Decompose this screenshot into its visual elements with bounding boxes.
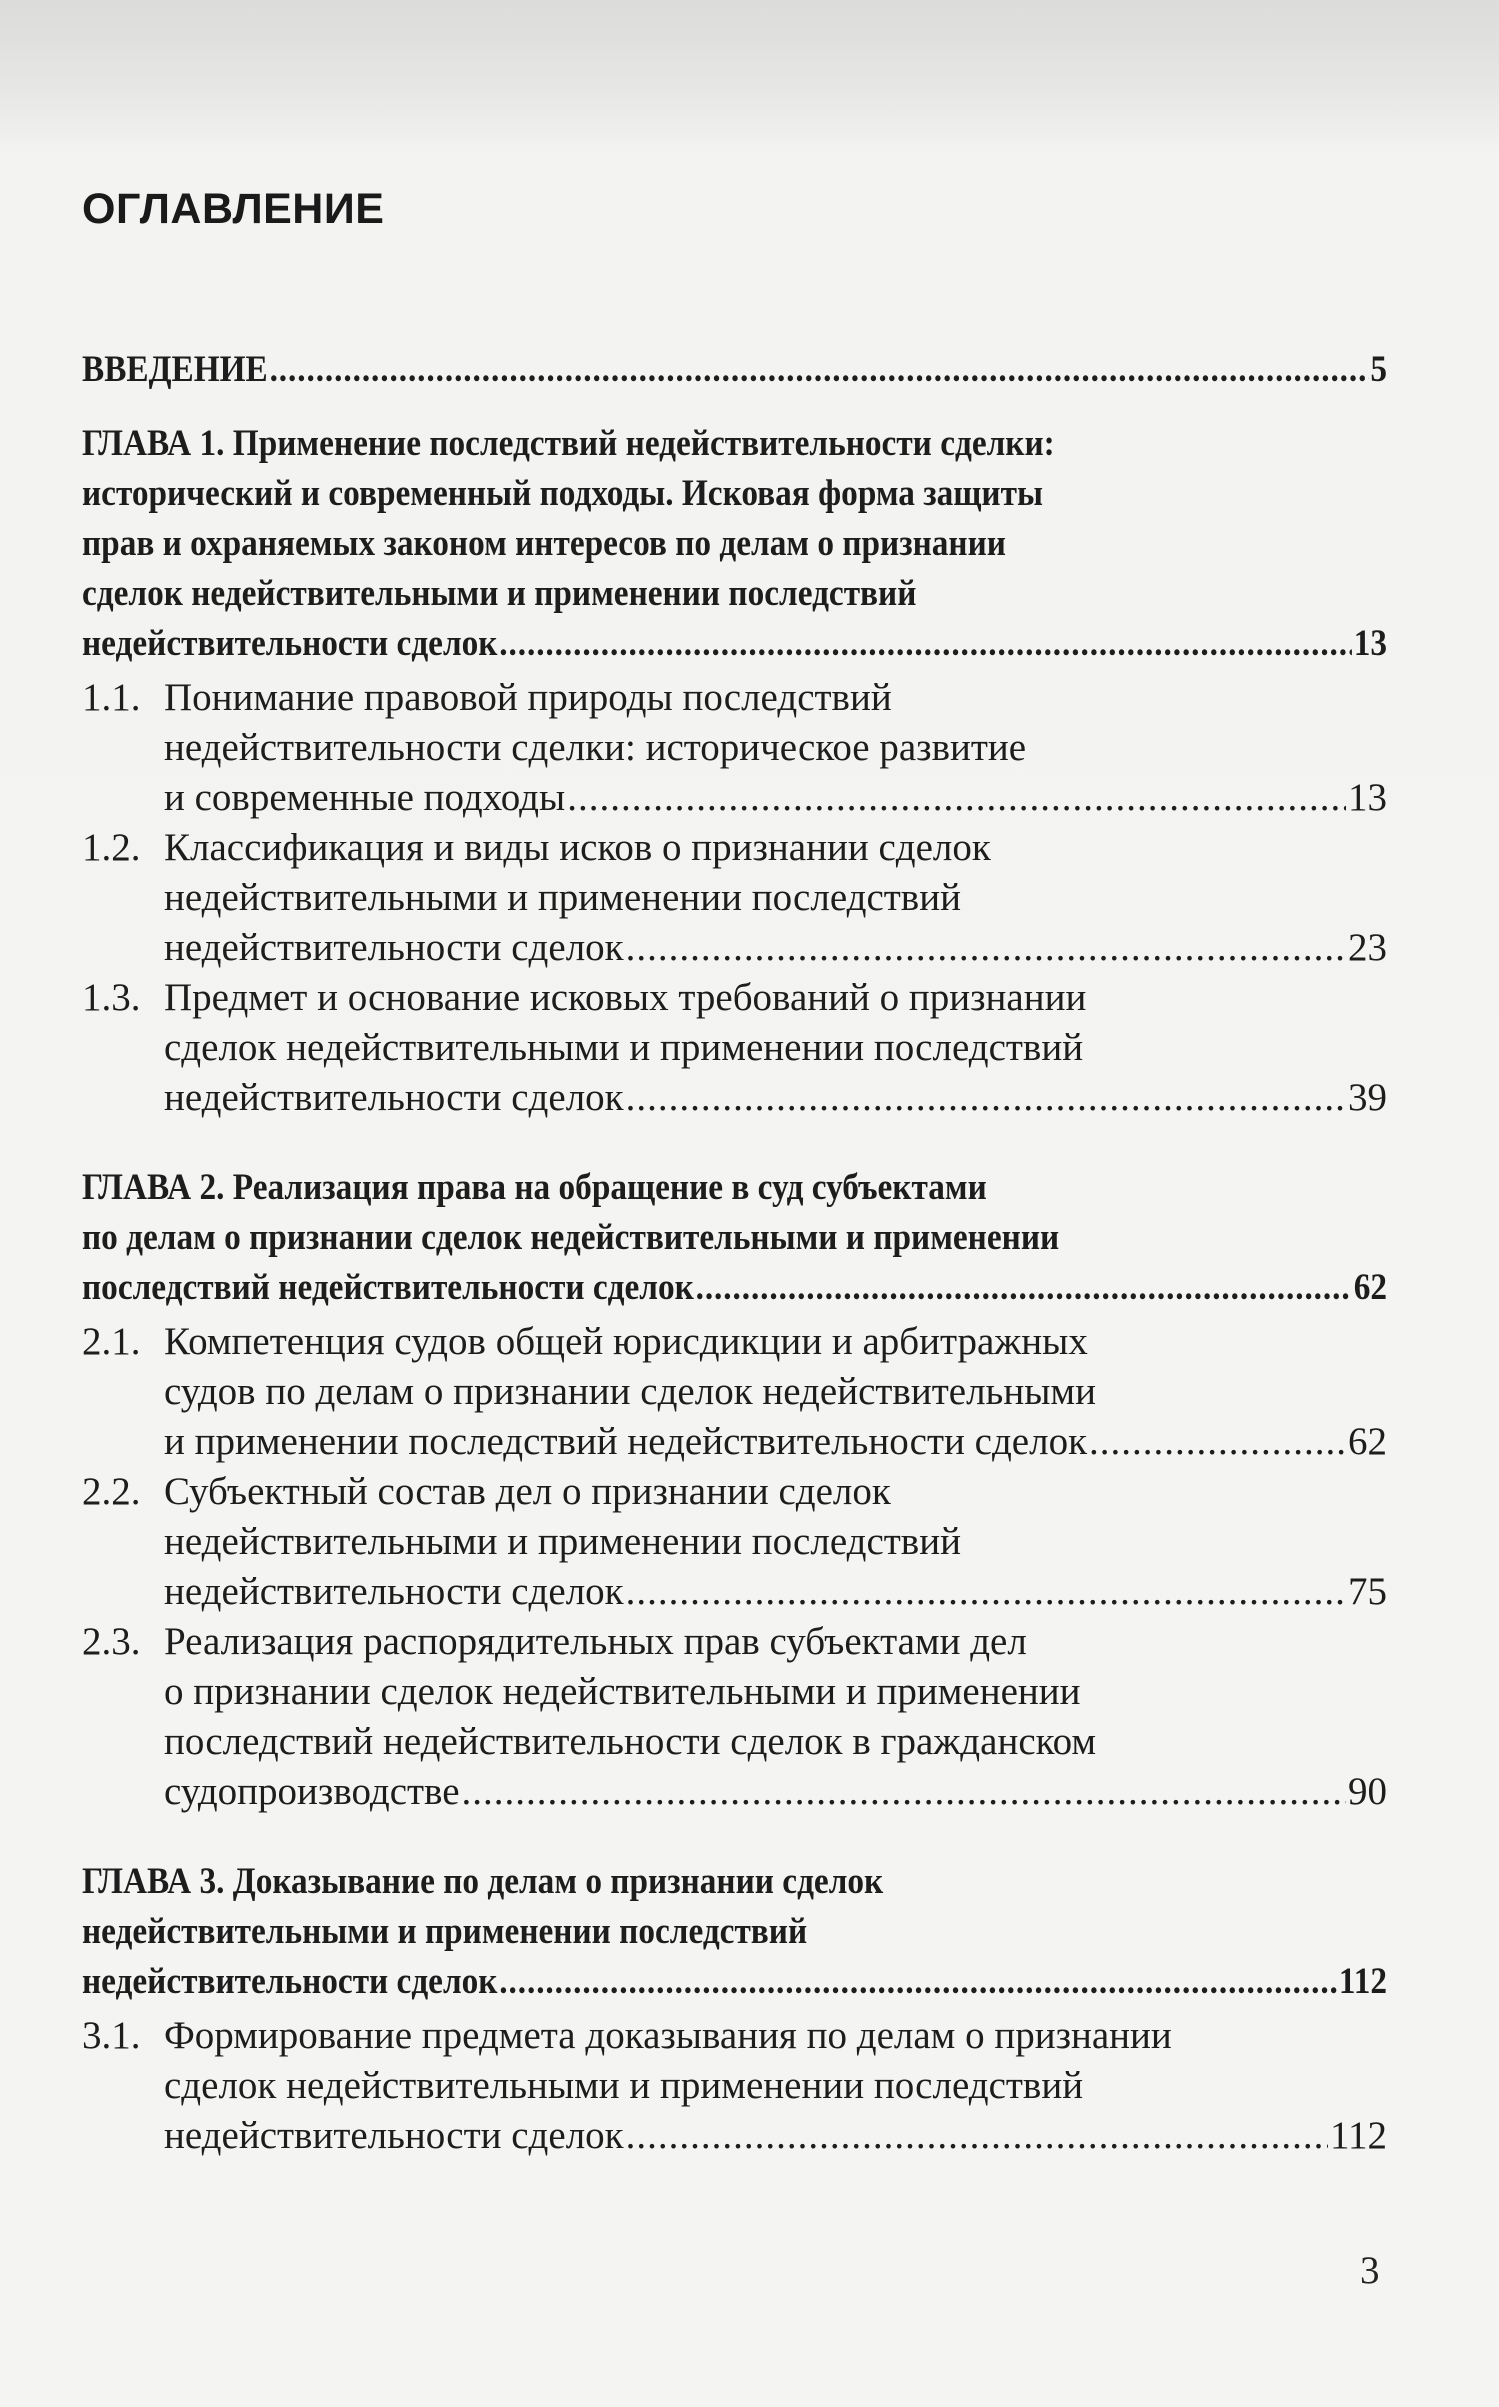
dot-leader (626, 2111, 1328, 2161)
toc-entry-lastline (82, 1957, 1387, 2007)
toc-entry-line: недействительности сделок (82, 1961, 498, 2002)
toc-entry-line: Классификация и виды исков о признании сделок (164, 826, 991, 869)
table-of-contents (82, 345, 1387, 2161)
toc-entry-intro[interactable] (82, 345, 1387, 395)
toc-entry-lastline (82, 619, 1387, 669)
toc-entry-lastline (164, 1767, 1387, 1817)
dot-leader (626, 923, 1346, 973)
toc-page-number: 62 (1348, 1420, 1387, 1463)
page-title: ОГЛАВЛЕНИЕ (82, 185, 385, 233)
toc-entry-line: исторический и современный подходы. Исковая форма защиты (82, 473, 1043, 514)
toc-page-number: 39 (1348, 1076, 1387, 1119)
toc-entry-title: ВВЕДЕНИЕ (82, 349, 268, 390)
toc-page-number: 13 (1353, 623, 1387, 664)
dot-leader (499, 1957, 1337, 2007)
toc-entry-line: недействительности сделок (82, 623, 498, 664)
toc-entry-line: сделок недействительными и применении последствий (164, 1026, 1084, 1069)
chapter-gap (82, 1817, 1387, 1857)
dot-leader (626, 1567, 1346, 1617)
toc-section-2-2[interactable] (82, 1467, 1387, 1617)
toc-entry-line: недействительными и применении последствий (164, 876, 961, 919)
toc-section-1-2[interactable] (82, 823, 1387, 973)
toc-chapter-2[interactable] (82, 1163, 1387, 1313)
toc-entry-line: последствий недействительности сделок (82, 1267, 694, 1308)
toc-entry-lastline (82, 1263, 1387, 1313)
toc-entry-line: Понимание правовой природы последствий (164, 676, 892, 719)
toc-entry-lastline (164, 773, 1387, 823)
toc-entry-line: недействительности сделки: историческое развитие (164, 726, 1027, 769)
toc-section-number: 1.3. (82, 976, 141, 1019)
toc-section-number: 2.2. (82, 1470, 141, 1513)
toc-entry-line: недействительности сделок (164, 1570, 624, 1613)
toc-entry-line: и современные подходы (164, 776, 566, 819)
toc-page-number: 90 (1348, 1770, 1387, 1813)
page-number: 3 (1360, 2249, 1380, 2292)
toc-entry-line: прав и охраняемых законом интересов по делам о признании (82, 523, 1007, 564)
toc-entry-lastline (164, 2111, 1387, 2161)
toc-section-3-1[interactable] (82, 2011, 1387, 2161)
toc-entry-line: судов по делам о признании сделок недействительными (164, 1370, 1096, 1413)
dot-leader (1089, 1417, 1346, 1467)
toc-entry-line: недействительности сделок (164, 2114, 624, 2157)
toc-entry-line: Реализация распорядительных прав субъектами дел (164, 1620, 1027, 1663)
toc-entry-line: недействительности сделок (164, 1076, 624, 1119)
toc-entry-line: сделок недействительными и применении последствий (164, 2064, 1084, 2107)
toc-entry-line: сделок недействительными и применении последствий (82, 573, 917, 614)
toc-entry-line: о признании сделок недействительными и применении (164, 1670, 1081, 1713)
toc-entry-lastline (164, 1567, 1387, 1617)
toc-entry-line: последствий недействительности сделок в гражданском (164, 1720, 1097, 1763)
toc-entry-line: недействительными и применении последствий (82, 1911, 808, 1952)
toc-page-number: 112 (1329, 2114, 1387, 2157)
toc-page-number: 62 (1353, 1267, 1387, 1308)
toc-section-2-3[interactable] (82, 1617, 1387, 1817)
toc-section-number: 2.3. (82, 1620, 141, 1663)
dot-leader (626, 1073, 1346, 1123)
toc-chapter-1[interactable] (82, 419, 1387, 669)
toc-page-number: 13 (1348, 776, 1387, 819)
toc-entry-lastline (164, 923, 1387, 973)
toc-page-number: 5 (1370, 349, 1387, 390)
dot-leader (270, 345, 1369, 395)
toc-entry-line: недействительными и применении последствий (164, 1520, 961, 1563)
toc-entry-line: Формирование предмета доказывания по делам о признании (164, 2014, 1172, 2057)
toc-chapter-3[interactable] (82, 1857, 1387, 2007)
toc-entry-line: по делам о признании сделок недействительными и применении (82, 1217, 1060, 1258)
chapter-gap (82, 1123, 1387, 1163)
dot-leader (462, 1767, 1346, 1817)
toc-section-number: 1.2. (82, 826, 141, 869)
toc-section-number: 1.1. (82, 676, 141, 719)
toc-section-2-1[interactable] (82, 1317, 1387, 1467)
toc-entry-line: недействительности сделок (164, 926, 624, 969)
toc-entry-line: Субъектный состав дел о признании сделок (164, 1470, 891, 1513)
toc-entry-line: Предмет и основание исковых требований о признании (164, 976, 1087, 1019)
page-shadow (0, 0, 1499, 150)
toc-entry-line: судопроизводстве (164, 1770, 460, 1813)
toc-section-number: 2.1. (82, 1320, 141, 1363)
toc-page-number: 23 (1348, 926, 1387, 969)
toc-entry-line: ГЛАВА 1. Применение последствий недействительности сделки: (82, 423, 1055, 464)
toc-entry-lastline (164, 1417, 1387, 1467)
toc-page-number: 112 (1338, 1961, 1387, 2002)
dot-leader (696, 1263, 1352, 1313)
toc-page-number: 75 (1348, 1570, 1387, 1613)
toc-entry-line: ГЛАВА 2. Реализация права на обращение в суд субъектами (82, 1167, 987, 1208)
toc-entry-lastline (164, 1073, 1387, 1123)
toc-entry-line: ГЛАВА 3. Доказывание по делам о признании сделок (82, 1861, 884, 1902)
dot-leader (499, 619, 1352, 669)
toc-entry-line: Компетенция судов общей юрисдикции и арбитражных (164, 1320, 1088, 1363)
toc-section-1-1[interactable] (82, 673, 1387, 823)
dot-leader (567, 773, 1346, 823)
toc-section-number: 3.1. (82, 2014, 141, 2057)
toc-entry-line: и применении последствий недействительности сделок (164, 1420, 1088, 1463)
toc-section-1-3[interactable] (82, 973, 1387, 1123)
